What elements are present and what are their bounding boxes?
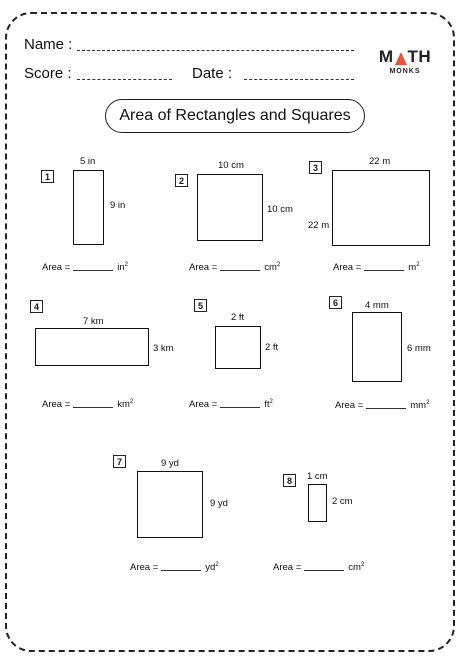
area-answer xyxy=(189,262,280,273)
area-unit: yd xyxy=(205,562,216,573)
area-answer xyxy=(335,400,429,411)
unit-exponent: 2 xyxy=(416,262,420,268)
math-monks-logo xyxy=(380,47,430,75)
square-shape xyxy=(197,174,263,241)
square-shape xyxy=(137,471,203,538)
side-dimension: 3 km xyxy=(153,343,174,354)
unit-exponent: 2 xyxy=(129,399,134,405)
area-label: Area = xyxy=(273,562,302,573)
area-unit: in xyxy=(117,262,125,273)
side-dimension: 2 cm xyxy=(332,496,353,507)
rectangle-shape xyxy=(308,484,327,522)
area-answer xyxy=(273,562,364,573)
rectangle-shape xyxy=(352,312,402,382)
top-dimension: 10 cm xyxy=(218,160,244,171)
side-dimension: 10 cm xyxy=(267,204,293,215)
area-label: Area = xyxy=(42,262,71,273)
top-dimension: 9 yd xyxy=(161,458,179,469)
area-unit: ft xyxy=(264,399,270,410)
square-shape xyxy=(215,326,261,369)
area-answer xyxy=(42,262,128,273)
answer-blank[interactable] xyxy=(220,270,260,271)
answer-blank[interactable] xyxy=(366,408,406,409)
score-label: Score : xyxy=(24,65,72,82)
top-dimension: 22 m xyxy=(369,156,391,167)
side-dimension: 6 mm xyxy=(407,343,431,354)
name-field[interactable] xyxy=(77,50,354,51)
side-dimension: 22 m xyxy=(308,220,330,231)
logo-word-right: TH xyxy=(407,47,432,66)
top-dimension: 5 in xyxy=(80,156,96,167)
unit-exponent: 2 xyxy=(215,562,219,568)
area-label: Area = xyxy=(42,399,71,410)
side-dimension: 9 yd xyxy=(210,498,228,509)
problem-number: 2 xyxy=(175,174,188,187)
rectangle-shape xyxy=(35,328,149,366)
side-dimension: 9 in xyxy=(110,200,126,211)
name-label: Name : xyxy=(24,36,73,53)
area-unit: m xyxy=(408,262,417,273)
area-unit: cm xyxy=(264,262,277,273)
logo-triangle-icon xyxy=(395,52,407,65)
date-label: Date : xyxy=(192,65,233,82)
unit-exponent: 2 xyxy=(426,400,430,406)
score-field[interactable] xyxy=(77,79,172,80)
problem-number: 4 xyxy=(30,300,43,313)
unit-exponent: 2 xyxy=(269,399,273,405)
answer-blank[interactable] xyxy=(220,407,260,408)
area-unit: mm xyxy=(410,400,427,411)
logo-subtitle: MONKS xyxy=(389,68,421,75)
area-answer xyxy=(42,399,133,410)
problem-number: 1 xyxy=(41,170,54,183)
area-label: Area = xyxy=(189,262,218,273)
area-unit: km xyxy=(117,399,130,410)
unit-exponent: 2 xyxy=(124,262,129,268)
side-dimension: 2 ft xyxy=(265,342,279,353)
problem-number: 6 xyxy=(329,296,342,309)
rectangle-shape xyxy=(332,170,430,246)
problem-number: 8 xyxy=(283,474,296,487)
area-unit: cm xyxy=(348,562,361,573)
top-dimension: 1 cm xyxy=(307,471,328,482)
top-dimension: 7 km xyxy=(83,316,104,327)
logo-word-left: M xyxy=(378,47,394,66)
problem-number: 7 xyxy=(113,455,126,468)
answer-blank[interactable] xyxy=(304,570,344,571)
date-field[interactable] xyxy=(244,79,354,80)
unit-exponent: 2 xyxy=(276,262,281,268)
top-dimension: 4 mm xyxy=(365,300,389,311)
area-answer xyxy=(333,262,420,273)
rectangle-shape xyxy=(73,170,104,245)
area-label: Area = xyxy=(189,399,218,410)
unit-exponent: 2 xyxy=(360,562,365,568)
area-label: Area = xyxy=(333,262,362,273)
answer-blank[interactable] xyxy=(364,270,404,271)
area-answer xyxy=(189,399,273,410)
problem-number: 5 xyxy=(194,299,207,312)
area-answer xyxy=(130,562,219,573)
area-label: Area = xyxy=(335,400,364,411)
answer-blank[interactable] xyxy=(73,270,113,271)
problem-number: 3 xyxy=(309,161,322,174)
answer-blank[interactable] xyxy=(73,407,113,408)
top-dimension: 2 ft xyxy=(231,312,245,323)
worksheet-title: Area of Rectangles and Squares xyxy=(105,99,365,133)
answer-blank[interactable] xyxy=(161,570,201,571)
area-label: Area = xyxy=(130,562,159,573)
